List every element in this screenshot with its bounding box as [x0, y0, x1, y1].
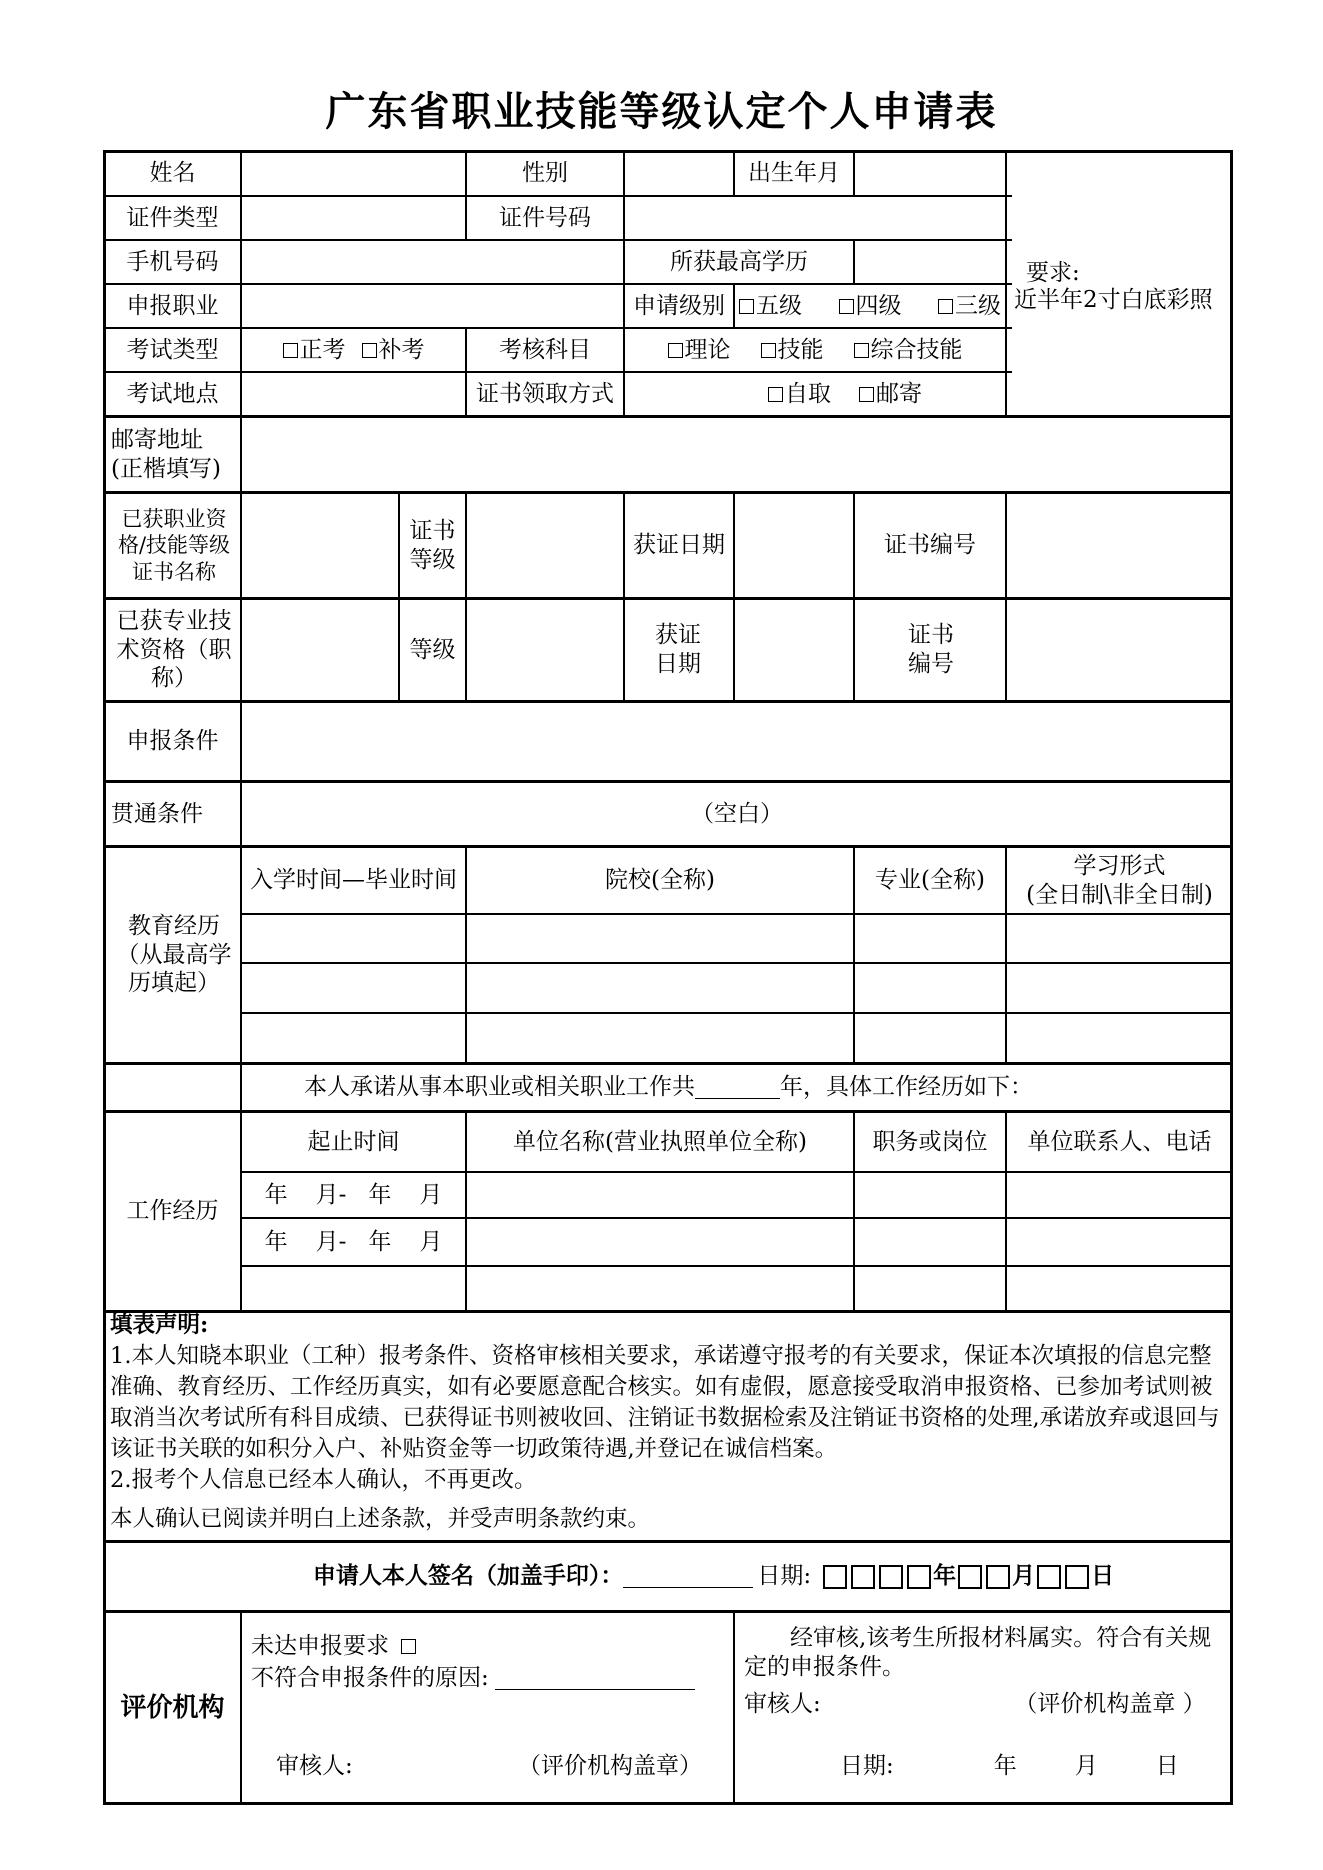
declaration-heading: 填表声明:	[110, 1312, 209, 1338]
date-digit-box[interactable]	[986, 1565, 1010, 1589]
date-digit-box[interactable]	[1037, 1565, 1061, 1589]
checkbox-icon[interactable]	[739, 299, 754, 314]
mail-address-field[interactable]	[242, 418, 1232, 491]
exam-site-field[interactable]	[242, 373, 465, 415]
apply-conditions-field[interactable]	[242, 703, 1232, 780]
reason-row: 不符合申报条件的原因:	[245, 1662, 725, 1694]
grid-line	[103, 1610, 1233, 1613]
voc-cert-date-field[interactable]	[735, 494, 853, 597]
form-title: 广东省职业技能等级认定个人申请表	[325, 89, 998, 135]
voc-cert-level-field[interactable]	[467, 494, 623, 597]
tech-title-field[interactable]	[242, 600, 398, 700]
work-promise: 本人承诺从事本职业或相关职业工作共 年，具体工作经历如下：	[304, 1074, 1033, 1101]
apply-level-options	[735, 285, 1005, 327]
photo-requirement-text: 近半年2寸白底彩照	[1014, 286, 1213, 313]
verified-statement: 经审核,该考生所报材料属实。符合有关规定的申报条件。	[744, 1625, 1212, 1680]
work-row-period[interactable]: 年 月- 年 月	[264, 1181, 443, 1208]
phone-field[interactable]	[242, 241, 623, 283]
checkbox-icon[interactable]	[938, 299, 953, 314]
edu-header-period: 入学时间—毕业时间	[250, 867, 457, 894]
work-header-company: 单位名称(营业执照单位全称)	[513, 1128, 807, 1155]
label-occupation: 申报职业	[126, 292, 219, 319]
label-gender: 性别	[522, 160, 568, 187]
declaration-item-1: 1.本人知晓本职业（工种）报考条件、资格审核相关要求，承诺遵守报考的有关要求，保证本次填报的信息完整准确、教育经历、工作经历真实，如有必要愿意配合核实。如有虚假，愿意接受取消申报资格、已参加考试则被取消当次考试所有科目成绩、已获得证书则被收回、注销证书数据检索及注销证书资格的处理,承诺放弃或退回与该证书关联的如积分入户、补贴资金等一切政策待遇,并登记在诚信档案。	[110, 1343, 1220, 1462]
through-conditions-value[interactable]: （空白）	[691, 800, 783, 827]
id-number-field[interactable]	[625, 197, 1005, 239]
grid-line	[241, 1265, 1233, 1267]
checkbox-icon[interactable]	[668, 343, 683, 358]
level-5-option[interactable]: 五级	[739, 292, 802, 321]
checkbox-icon[interactable]	[839, 299, 854, 314]
highest-education-field[interactable]	[855, 241, 1005, 283]
label-exam-type: 考试类型	[126, 336, 219, 363]
checkbox-icon[interactable]	[768, 387, 783, 402]
grid-line	[241, 1012, 1233, 1014]
work-row-period[interactable]: 年 月- 年 月	[264, 1228, 443, 1255]
label-subjects: 考核科目	[499, 336, 591, 363]
label-mail-address: 邮寄地址 (正楷填写)	[111, 426, 221, 482]
level-3-option[interactable]: 三级	[938, 292, 1001, 321]
checkbox-icon[interactable]	[854, 343, 869, 358]
tech-date-field[interactable]	[735, 600, 853, 700]
grid-line	[240, 1610, 242, 1805]
edu-header-school: 院校(全称)	[605, 867, 715, 894]
id-type-field[interactable]	[242, 197, 465, 239]
date-digit-box[interactable]	[851, 1565, 875, 1589]
label-education: 教育经历（从最高学历填起）	[116, 912, 232, 997]
label-phone: 手机号码	[126, 248, 219, 275]
grid-line	[241, 962, 1233, 964]
date-digit-box[interactable]	[823, 1565, 847, 1589]
exam-type-options	[242, 329, 465, 371]
grid-line	[241, 913, 1233, 915]
receive-mail[interactable]: 邮寄	[859, 380, 922, 409]
reviewer-left: 审核人:	[276, 1752, 353, 1779]
checkbox-icon[interactable]	[859, 387, 874, 402]
reason-blank[interactable]	[495, 1667, 695, 1690]
checkbox-icon[interactable]	[761, 343, 776, 358]
declaration	[110, 1310, 1228, 1535]
label-id-number: 证件号码	[499, 204, 591, 231]
gender-field[interactable]	[625, 152, 733, 195]
label-tech-level: 等级	[409, 636, 456, 663]
label-tech-date: 获证日期	[655, 622, 701, 677]
label-tech-number: 证书编号	[908, 622, 954, 677]
label-birth: 出生年月	[748, 160, 840, 187]
date-digit-box[interactable]	[879, 1565, 903, 1589]
checkbox-icon[interactable]	[362, 343, 377, 358]
grid-line	[1005, 150, 1007, 415]
declaration-confirm: 本人确认已阅读并明白上述条款，并受声明条款约束。	[110, 1506, 651, 1532]
exam-type-regular[interactable]: 正考	[283, 336, 346, 365]
not-met-row: 未达申报要求	[245, 1630, 725, 1662]
voc-cert-number-field[interactable]	[1007, 494, 1232, 597]
signature-blank[interactable]	[623, 1565, 753, 1588]
receive-options	[625, 373, 1005, 415]
label-id-type: 证件类型	[126, 204, 219, 231]
receive-self[interactable]: 自取	[768, 380, 831, 409]
date-digit-box[interactable]	[958, 1565, 982, 1589]
label-apply-level: 申请级别	[633, 292, 725, 319]
review-date-row: 日期: 年 月 日	[840, 1752, 1179, 1779]
label-review-org: 评价机构	[120, 1692, 225, 1723]
label-voc-cert-date: 获证日期	[633, 532, 725, 559]
checkbox-icon[interactable]	[401, 1639, 416, 1654]
occupation-field[interactable]	[242, 285, 623, 327]
grid-line	[733, 1610, 735, 1805]
subject-options	[625, 329, 1005, 371]
work-header-period: 起止时间	[307, 1128, 400, 1155]
checkbox-icon[interactable]	[283, 343, 298, 358]
tech-level-field[interactable]	[467, 600, 623, 700]
declaration-item-2: 2.报考个人信息已经本人确认，不再更改。	[110, 1467, 537, 1493]
label-voc-cert-name: 已获职业资格/技能等级证书名称	[117, 507, 231, 584]
work-header-contact: 单位联系人、电话	[1027, 1128, 1212, 1155]
label-exam-site: 考试地点	[126, 380, 219, 407]
label-tech-title: 已获专业技术资格（职称）	[116, 607, 232, 692]
name-field[interactable]	[242, 152, 465, 195]
label-work-experience: 工作经历	[126, 1198, 219, 1225]
work-header-position: 职务或岗位	[872, 1128, 988, 1155]
subject-theory[interactable]: 理论	[668, 336, 731, 365]
subject-skill[interactable]: 技能	[761, 336, 824, 365]
edu-header-major: 专业(全称)	[875, 867, 985, 894]
exam-type-makeup[interactable]: 补考	[362, 336, 425, 365]
label-apply-conditions: 申报条件	[126, 728, 219, 755]
years-blank[interactable]	[695, 1076, 780, 1099]
signature-row: 申请人本人签名（加盖手印）： 日期: 年 月 日	[312, 1562, 1115, 1590]
date-digit-box[interactable]	[907, 1565, 931, 1589]
photo-requirement-title: 要求:	[1026, 259, 1080, 286]
label-highest-education: 所获最高学历	[670, 248, 808, 275]
label-name: 姓名	[149, 160, 196, 187]
label-cert-receive: 证书领取方式	[476, 380, 614, 407]
stamp-right: （评价机构盖章 ）	[1014, 1690, 1206, 1717]
subject-comprehensive[interactable]: 综合技能	[854, 336, 963, 365]
level-4-option[interactable]: 四级	[839, 292, 902, 321]
label-voc-cert-level: 证书等级	[409, 517, 456, 573]
birth-field[interactable]	[855, 152, 1005, 195]
label-voc-cert-number: 证书编号	[884, 532, 976, 559]
reviewer-right: 审核人:	[744, 1690, 821, 1717]
edu-header-mode: 学习形式 (全日制\非全日制)	[1026, 852, 1213, 908]
label-through-conditions: 贯通条件	[111, 800, 203, 827]
stamp-left: （评价机构盖章）	[518, 1752, 702, 1779]
date-digit-box[interactable]	[1065, 1565, 1089, 1589]
tech-number-field[interactable]	[1007, 600, 1232, 700]
voc-cert-name-field[interactable]	[242, 494, 398, 597]
